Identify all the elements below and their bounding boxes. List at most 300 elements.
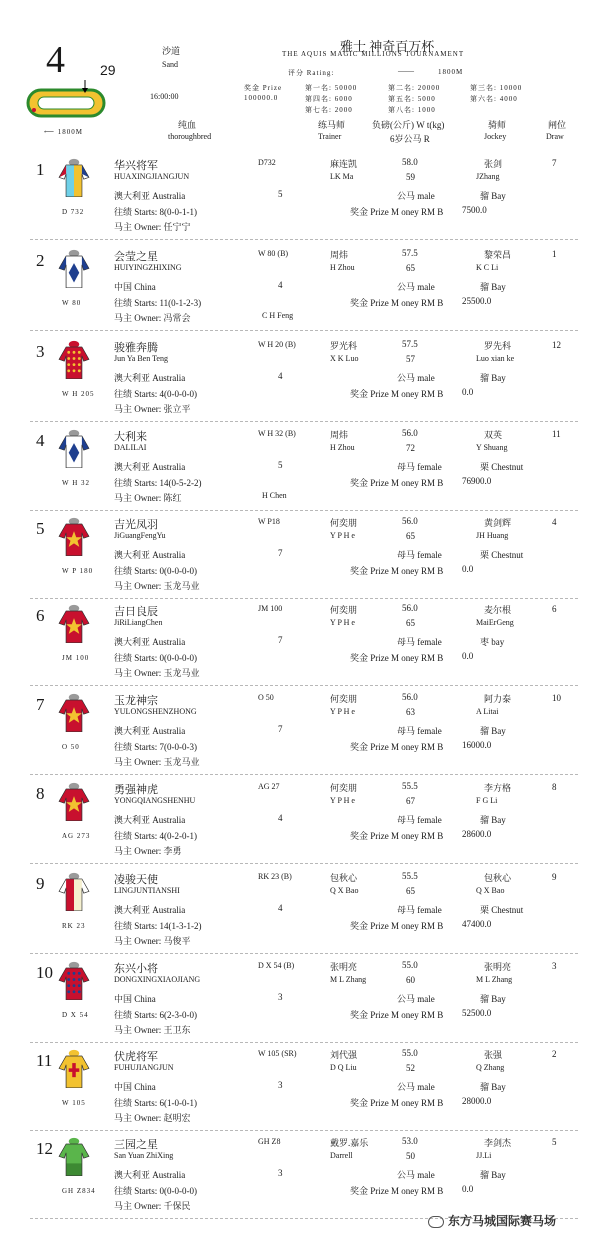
horse-weight: 56.0	[402, 692, 418, 702]
jockey-name-en: JH Huang	[476, 531, 509, 540]
runner-row	[0, 423, 600, 513]
weight-header: 负磅(公斤) W t(kg)	[372, 120, 445, 130]
trainer-name-cn: 周炜	[330, 250, 349, 260]
trainer-name-cn: 何奕朋	[330, 605, 358, 615]
horse-age: 4	[278, 813, 283, 823]
row-divider	[30, 421, 578, 422]
horse-weight: 55.5	[402, 781, 418, 791]
horse-name-en: San Yuan ZhiXing	[114, 1151, 174, 1160]
runner-row	[0, 1131, 600, 1221]
horse-weight: 56.0	[402, 603, 418, 613]
jockey-name-cn: 阿力泰	[484, 694, 512, 704]
horse-brand-code: W H 205	[62, 390, 95, 398]
horse-origin: 澳大利亚 Australia	[114, 373, 186, 383]
horse-name-en: DONGXINGXIAOJIANG	[114, 975, 201, 984]
horse-brand: AG 27	[258, 782, 280, 791]
horse-name-en: JiRiLiangChen	[114, 618, 163, 627]
prize-item: 第四名: 6000	[305, 95, 353, 103]
horse-color: 枣 bay	[480, 637, 505, 647]
horse-age: 3	[278, 1168, 283, 1178]
runner-row	[0, 866, 600, 956]
horse-starts: 往绩 Starts: 0(0-0-0-0)	[114, 566, 197, 576]
prize-money-label: 奖金 Prize M oney RM B	[350, 1186, 444, 1196]
horse-origin: 澳大利亚 Australia	[114, 550, 186, 560]
jockey-name-en: M L Zhang	[476, 975, 513, 984]
jockey-name-cn: 黎荣昌	[484, 250, 512, 260]
horse-age: 5	[278, 460, 283, 470]
runner-number: 7	[36, 695, 45, 714]
runner-row	[0, 776, 600, 866]
horse-name-en: YONGQIANGSHENHU	[114, 796, 196, 805]
jockey-name-cn: 包秋心	[484, 873, 512, 883]
runner-number: 2	[36, 251, 45, 270]
horse-color: 栗 Chestnut	[480, 905, 524, 915]
prize-money-label: 奖金 Prize M oney RM B	[350, 742, 444, 752]
barrier-draw: 10	[552, 693, 561, 703]
horse-sex: 公马 male	[397, 1170, 435, 1180]
runner-number: 3	[36, 342, 45, 361]
horse-color: 骝 Bay	[480, 815, 506, 825]
horse-rating: 65	[406, 263, 415, 273]
prize-money-label: 奖金 Prize M oney RM B	[350, 478, 444, 488]
trainer-name-cn: 周炜	[330, 430, 349, 440]
horse-name-cn: 伏虎将军	[114, 1051, 158, 1063]
jockey-name-en: Q Zhang	[476, 1063, 505, 1072]
prize-money-label: 奖金 Prize M oney RM B	[350, 1010, 444, 1020]
prize-item: 第二名: 20000	[388, 84, 441, 92]
prize-money-label: 奖金 Prize M oney RM B	[350, 566, 444, 576]
runner-row	[0, 687, 600, 777]
horse-color: 骝 Bay	[480, 994, 506, 1004]
jockey-silks-icon	[57, 693, 91, 737]
horse-weight: 55.0	[402, 960, 418, 970]
horse-rating: 65	[406, 618, 415, 628]
horse-starts: 往绩 Starts: 7(0-0-0-3)	[114, 742, 197, 752]
prize-money-amount: 0.0	[462, 651, 474, 661]
jockey-header-cn: 骑师	[488, 120, 507, 130]
jockey-name-cn: 麦尔根	[484, 605, 512, 615]
horse-name-en: HUIYINGZHIXING	[114, 263, 182, 272]
horse-owner: 马主 Owner: 冯常会	[114, 313, 191, 323]
race-number: 4	[46, 39, 65, 81]
trainer-name-en: Y P H e	[330, 618, 355, 627]
horse-color: 栗 Chestnut	[480, 550, 524, 560]
jockey-silks-icon	[57, 1137, 91, 1181]
horse-owner: 马主 Owner: 陈红	[114, 493, 182, 503]
prize-money-label: 奖金 Prize M oney RM B	[350, 653, 444, 663]
horse-origin: 澳大利亚 Australia	[114, 905, 186, 915]
prize-money-amount: 0.0	[462, 564, 474, 574]
trainer-name-en: D Q Liu	[330, 1063, 357, 1072]
barrier-draw: 3	[552, 961, 557, 971]
horse-name-cn: 三园之星	[114, 1139, 158, 1151]
horse-brand-code: D 732	[62, 208, 85, 216]
runner-count: 29	[100, 62, 116, 78]
prize-money-amount: 0.0	[462, 387, 474, 397]
prize-item: 第三名: 10000	[470, 84, 523, 92]
horse-owner: 马主 Owner: 张立平	[114, 404, 191, 414]
barrier-draw: 5	[552, 1137, 557, 1147]
prize-money-label: 奖金 Prize M oney RM B	[350, 921, 444, 931]
horse-sex: 公马 male	[397, 994, 435, 1004]
horse-name-cn: 凌骏天使	[114, 874, 158, 886]
horse-starts: 往绩 Starts: 0(0-0-0-0)	[114, 1186, 197, 1196]
jockey-silks-icon	[57, 782, 91, 826]
track-length: ⟵ 1800M	[44, 128, 84, 136]
horse-weight: 56.0	[402, 428, 418, 438]
horse-brand-code: JM 100	[62, 654, 90, 662]
horse-brand-code: O 50	[62, 743, 80, 751]
jockey-name-cn: 罗先科	[484, 341, 512, 351]
jockey-name-en: Luo xian ke	[476, 354, 515, 363]
trainer-name-en: Q X Bao	[330, 886, 359, 895]
jockey-silks-icon	[57, 872, 91, 916]
jockey-silks-icon	[57, 961, 91, 1005]
horse-name-en: Jun Ya Ben Teng	[114, 354, 168, 363]
horse-rating: 65	[406, 886, 415, 896]
horse-origin: 澳大利亚 Australia	[114, 726, 186, 736]
runner-number: 5	[36, 519, 45, 538]
trainer-name-en: X K Luo	[330, 354, 359, 363]
runner-row	[0, 243, 600, 333]
prize-money-amount: 0.0	[462, 1184, 474, 1194]
horse-age: 4	[278, 280, 283, 290]
surface-en: Sand	[162, 60, 178, 69]
horse-rating: 65	[406, 531, 415, 541]
horse-weight: 58.0	[402, 157, 418, 167]
horse-origin: 澳大利亚 Australia	[114, 637, 186, 647]
horse-starts: 往绩 Starts: 4(0-2-0-1)	[114, 831, 197, 841]
horse-origin: 澳大利亚 Australia	[114, 1170, 186, 1180]
barrier-draw: 8	[552, 782, 557, 792]
prize-money-amount: 28000.0	[462, 1096, 492, 1106]
jockey-silks-icon	[57, 158, 91, 202]
horse-name-cn: 吉光凤羽	[114, 519, 158, 531]
prize-item: 第七名: 2000	[305, 106, 353, 114]
horse-sex: 公马 male	[397, 1082, 435, 1092]
row-divider	[30, 863, 578, 864]
horse-starts: 往绩 Starts: 6(1-0-0-1)	[114, 1098, 197, 1108]
watermark: 东方马城国际赛马场	[428, 1212, 556, 1229]
horse-rating: 63	[406, 707, 415, 717]
trainer-header-en: Trainer	[318, 132, 342, 141]
horse-name-cn: 骏雅奔腾	[114, 342, 158, 354]
horse-owner: 马主 Owner: 李勇	[114, 846, 182, 856]
horse-starts: 往绩 Starts: 14(0-5-2-2)	[114, 478, 202, 488]
horse-brand-code: W 80	[62, 299, 82, 307]
horse-brand: W H 20 (B)	[258, 340, 296, 349]
prize-money-label: 奖金 Prize M oney RM B	[350, 207, 444, 217]
horse-brand-code: W 105	[62, 1099, 86, 1107]
horse-brand-code: W H 32	[62, 479, 91, 487]
horse-starts: 往绩 Starts: 4(0-0-0-0)	[114, 389, 197, 399]
horse-age: 5	[278, 189, 283, 199]
trainer-name-en: Darrell	[330, 1151, 353, 1160]
horse-origin: 澳大利亚 Australia	[114, 191, 186, 201]
wechat-icon	[428, 1216, 444, 1228]
horse-name-en: HUAXINGJIANGJUN	[114, 172, 190, 181]
race-title-cn: 雅士 神奇百万杯	[340, 39, 435, 54]
prize-money-label: 奖金 Prize M oney RM B	[350, 831, 444, 841]
horse-owner: 马主 Owner: 任宁宁	[114, 222, 191, 232]
barrier-draw: 12	[552, 340, 561, 350]
horse-owner: 马主 Owner: 玉龙马业	[114, 668, 200, 678]
race-title-en: THE AQUIS MAGIC MILLIONS TOURNAMENT	[282, 50, 465, 58]
horse-age: 7	[278, 724, 283, 734]
runner-row	[0, 955, 600, 1045]
horse-name-en: YULONGSHENZHONG	[114, 707, 197, 716]
horse-origin: 澳大利亚 Australia	[114, 462, 186, 472]
jockey-name-en: Q X Bao	[476, 886, 505, 895]
horse-rating: 60	[406, 975, 415, 985]
jockey-name-cn: 张明亮	[484, 962, 512, 972]
jockey-silks-icon	[57, 1049, 91, 1093]
trainer-name-cn: 何奕朋	[330, 783, 358, 793]
horse-name-cn: 吉日良辰	[114, 606, 158, 618]
horse-brand: W H 32 (B)	[258, 429, 296, 438]
runner-row	[0, 334, 600, 424]
prize-money-amount: 7500.0	[462, 205, 487, 215]
horse-owner: 马主 Owner: 马俊平	[114, 936, 191, 946]
prize-item: 第五名: 5000	[388, 95, 436, 103]
row-divider	[30, 330, 578, 331]
horse-age: 4	[278, 903, 283, 913]
race-time: 16:00:00	[150, 92, 179, 101]
horse-name-cn: 勇强神虎	[114, 784, 158, 796]
race-header	[0, 0, 600, 150]
jockey-silks-icon	[57, 340, 91, 384]
prize-money-amount: 52500.0	[462, 1008, 492, 1018]
jockey-name-en: JZhang	[476, 172, 500, 181]
horse-name-cn: 会莹之星	[114, 251, 158, 263]
horse-starts: 往绩 Starts: 14(1-3-1-2)	[114, 921, 202, 931]
rating-label: 评分 Rating:	[288, 69, 335, 77]
runner-number: 12	[36, 1139, 53, 1158]
horse-brand-code: D X 54	[62, 1011, 89, 1019]
runner-number: 8	[36, 784, 45, 803]
horse-rating: 52	[406, 1063, 415, 1073]
trainer-name-en: M L Zhang	[330, 975, 367, 984]
horse-sex: 母马 female	[397, 462, 442, 472]
jockey-name-cn: 双英	[484, 430, 503, 440]
runner-number: 9	[36, 874, 45, 893]
horse-brand: W 105 (SR)	[258, 1049, 297, 1058]
prize-item: 第一名: 50000	[305, 84, 358, 92]
trainer-name-cn: 包秋心	[330, 873, 358, 883]
runner-number: 11	[36, 1051, 53, 1070]
horse-name-en: DALILAI	[114, 443, 147, 452]
horse-rating: 67	[406, 796, 415, 806]
row-divider	[30, 774, 578, 775]
prize-money-label: 奖金 Prize M oney RM B	[350, 389, 444, 399]
runner-number: 10	[36, 963, 53, 982]
barrier-draw: 11	[552, 429, 561, 439]
jockey-silks-icon	[57, 429, 91, 473]
horse-color: 骝 Bay	[480, 282, 506, 292]
horse-sex: 公马 male	[397, 191, 435, 201]
horse-weight: 57.5	[402, 339, 418, 349]
horse-name-cn: 大利来	[114, 431, 147, 443]
barrier-draw: 4	[552, 517, 557, 527]
horse-name-en: FUHUJIANGJUN	[114, 1063, 174, 1072]
barrier-draw: 1	[552, 249, 557, 259]
horse-name-cn: 东兴小将	[114, 963, 158, 975]
jockey-name-cn: 张剑	[484, 159, 503, 169]
horse-brand-code: RK 23	[62, 922, 86, 930]
jockey-silks-icon	[57, 604, 91, 648]
horse-origin: 中国 China	[114, 1082, 156, 1092]
trainer-name-en: LK Ma	[330, 172, 354, 181]
horse-age: 3	[278, 992, 283, 1002]
horse-name-cn: 玉龙神宗	[114, 695, 158, 707]
horse-color: 骝 Bay	[480, 1170, 506, 1180]
prize-money-amount: 25500.0	[462, 296, 492, 306]
prize-money-amount: 16000.0	[462, 740, 492, 750]
horse-age: 7	[278, 635, 283, 645]
runner-row	[0, 152, 600, 242]
trainer-name-cn: 刘代强	[330, 1050, 358, 1060]
jockey-name-en: MaiErGeng	[476, 618, 514, 627]
horse-weight: 55.0	[402, 1048, 418, 1058]
barrier-draw: 2	[552, 1049, 557, 1059]
prize-money-amount: 76900.0	[462, 476, 492, 486]
horse-starts: 往绩 Starts: 0(0-0-0-0)	[114, 653, 197, 663]
horse-owner: 马主 Owner: 王卫东	[114, 1025, 191, 1035]
horse-sex: 母马 female	[397, 637, 442, 647]
horse-weight: 57.5	[402, 248, 418, 258]
trainer-name-en: Y P H e	[330, 796, 355, 805]
finish-arrow-icon	[80, 80, 90, 94]
horse-sex: 母马 female	[397, 550, 442, 560]
runner-row	[0, 511, 600, 601]
horse-origin: 澳大利亚 Australia	[114, 815, 186, 825]
jockey-name-cn: 李剑杰	[484, 1138, 512, 1148]
row-divider	[30, 953, 578, 954]
horse-rating: 72	[406, 443, 415, 453]
jockey-name-en: JJ.Li	[476, 1151, 492, 1160]
runner-number: 4	[36, 431, 45, 450]
horse-color: 栗 Chestnut	[480, 462, 524, 472]
horse-age: 3	[278, 1080, 283, 1090]
horse-brand: JM 100	[258, 604, 283, 613]
horse-rating: 57	[406, 354, 415, 364]
prize-money-label: 奖金 Prize M oney RM B	[350, 1098, 444, 1108]
jockey-header-en: Jockey	[484, 132, 507, 141]
owner-en: H Chen	[262, 491, 287, 500]
trainer-name-cn: 戴罗.嘉乐	[330, 1138, 369, 1148]
trainer-name-cn: 张明亮	[330, 962, 358, 972]
draw-header-cn: 闸位	[548, 120, 567, 130]
horse-sex: 母马 female	[397, 905, 442, 915]
horse-owner: 马主 Owner: 玉龙马业	[114, 757, 200, 767]
horse-rating: 50	[406, 1151, 415, 1161]
horse-weight: 55.5	[402, 871, 418, 881]
jockey-silks-icon	[57, 249, 91, 293]
horse-age: 4	[278, 371, 283, 381]
horse-brand: O 50	[258, 693, 274, 702]
horse-starts: 往绩 Starts: 6(2-3-0-0)	[114, 1010, 197, 1020]
runner-row	[0, 598, 600, 688]
horse-sex: 母马 female	[397, 726, 442, 736]
horse-sex: 公马 male	[397, 282, 435, 292]
trainer-name-cn: 何奕朋	[330, 694, 358, 704]
horse-owner: 马主 Owner: 千保民	[114, 1201, 191, 1211]
jockey-name-en: K C Li	[476, 263, 499, 272]
horse-name-cn: 华兴将军	[114, 160, 158, 172]
horse-owner: 马主 Owner: 赵明宏	[114, 1113, 191, 1123]
prize-total: 100000.0	[244, 94, 279, 102]
horse-brand: GH Z8	[258, 1137, 281, 1146]
horse-brand: RK 23 (B)	[258, 872, 292, 881]
horse-origin: 中国 China	[114, 994, 156, 1004]
trainer-name-en: H Zhou	[330, 263, 355, 272]
jockey-name-en: F G Li	[476, 796, 498, 805]
breed-label-cn: 纯血	[178, 120, 197, 130]
runner-number: 1	[36, 160, 45, 179]
horse-brand: D732	[258, 158, 276, 167]
runner-number: 6	[36, 606, 45, 625]
sex-header: 6岁公马 R	[390, 134, 430, 144]
horse-color: 骝 Bay	[480, 373, 506, 383]
track-diagram	[26, 88, 106, 118]
trainer-name-cn: 麻连凯	[330, 159, 358, 169]
prize-money-amount: 47400.0	[462, 919, 492, 929]
breed-label-en: thoroughbred	[168, 132, 212, 141]
trainer-name-cn: 何奕朋	[330, 518, 358, 528]
horse-origin: 中国 China	[114, 282, 156, 292]
barrier-draw: 9	[552, 872, 557, 882]
horse-name-en: JiGuangFengYu	[114, 531, 166, 540]
horse-name-en: LINGJUNTIANSHI	[114, 886, 180, 895]
horse-owner: 马主 Owner: 玉龙马业	[114, 581, 200, 591]
row-divider	[30, 239, 578, 240]
horse-weight: 53.0	[402, 1136, 418, 1146]
horse-starts: 往绩 Starts: 8(0-0-1-1)	[114, 207, 197, 217]
horse-rating: 59	[406, 172, 415, 182]
horse-sex: 公马 male	[397, 373, 435, 383]
jockey-name-en: A Litai	[476, 707, 499, 716]
horse-sex: 母马 female	[397, 815, 442, 825]
horse-brand-code: GH Z834	[62, 1187, 96, 1195]
owner-en: C H Feng	[262, 311, 294, 320]
prize-money-label: 奖金 Prize M oney RM B	[350, 298, 444, 308]
horse-brand: D X 54 (B)	[258, 961, 295, 970]
surface-cn: 沙道	[162, 46, 181, 56]
horse-brand-code: W P 180	[62, 567, 94, 575]
horse-brand: W P18	[258, 517, 280, 526]
draw-header-en: Draw	[546, 132, 564, 141]
horse-color: 骝 Bay	[480, 191, 506, 201]
prize-item: 第六名: 4000	[470, 95, 518, 103]
race-distance: 1800M	[438, 68, 464, 76]
jockey-silks-icon	[57, 517, 91, 561]
horse-starts: 往绩 Starts: 11(0-1-2-3)	[114, 298, 202, 308]
jockey-name-cn: 张强	[484, 1050, 503, 1060]
barrier-draw: 7	[552, 158, 557, 168]
prize-money-amount: 28600.0	[462, 829, 492, 839]
barrier-draw: 6	[552, 604, 557, 614]
prize-label: 奖金 Prize	[244, 84, 283, 92]
rating-value: ——	[398, 66, 414, 75]
trainer-name-cn: 罗光科	[330, 341, 358, 351]
trainer-name-en: H Zhou	[330, 443, 355, 452]
horse-color: 骝 Bay	[480, 726, 506, 736]
trainer-name-en: Y P H e	[330, 707, 355, 716]
runner-row	[0, 1043, 600, 1133]
jockey-name-en: Y Shuang	[476, 443, 508, 452]
jockey-name-cn: 黄剑辉	[484, 518, 512, 528]
horse-color: 骝 Bay	[480, 1082, 506, 1092]
